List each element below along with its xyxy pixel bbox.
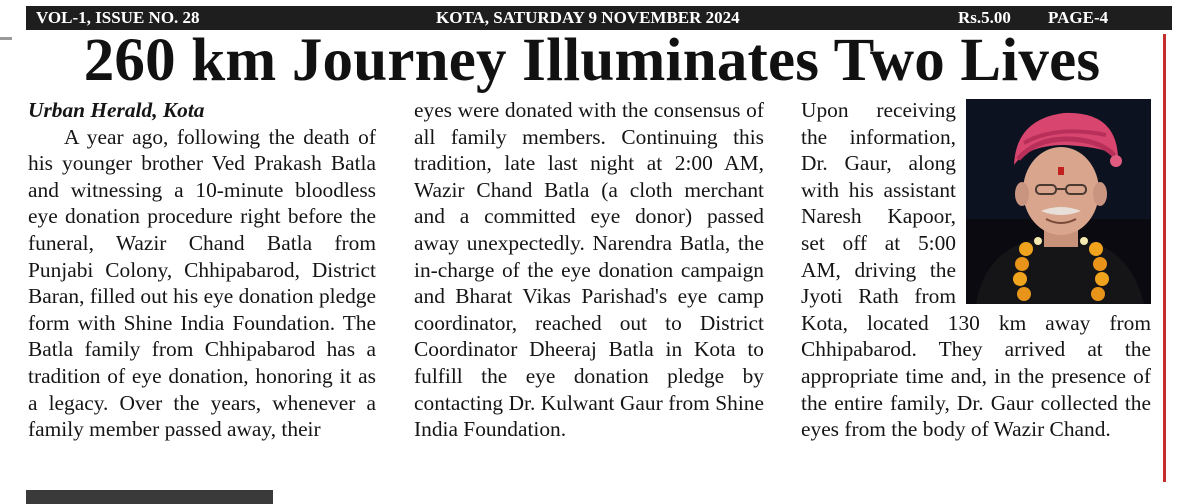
next-article-bar: [26, 490, 273, 504]
article-column-1: [28, 97, 376, 443]
column-rule-red: [1163, 34, 1166, 482]
article-column-3: [801, 97, 1151, 443]
article-column-2: [414, 97, 764, 443]
dateline: KOTA, SATURDAY 9 NOVEMBER 2024: [436, 8, 740, 27]
column-2-text: eyes were donated with the consensus of all family members. Continuing this tradition, late last night at 2:00 AM, Wazir Chand Batla (a cloth merchant and a committed eye donor) passed away unexpectedly. Narendra Batla, the in-charge of the eye donation campaign and Bharat Vikas Parishad's eye camp coordinator, reached out to District Coordinator Dheeraj Batla in Kota to fulfill the eye donation pledge by contacting Dr. Kulwant Gaur from Shine India Foundation.: [414, 98, 764, 442]
volume-issue: VOL-1, ISSUE NO. 28: [36, 8, 200, 27]
headline: 260 km Journey Illuminates Two Lives: [83, 27, 1101, 94]
price: Rs.5.00: [958, 8, 1011, 27]
lead-paragraph: A year ago, following the death of his younger brother Ved Prakash Batla and witnessing a 10-minute bloodless eye donation procedure right before the funeral, Wazir Chand Batla from Punjabi Colony, Chhipabarod, District Baran, filled out his eye donation pledge form with Shine India Foundation. The Batla family from Chhipabarod has a tradition of eye donation, honoring it as a legacy. Over the years, whenever a family member passed away, their: [28, 124, 376, 442]
elderly-man-portrait-icon: [966, 99, 1151, 304]
portrait-photo: [966, 99, 1151, 304]
page-number: PAGE-4: [1048, 8, 1109, 27]
column-3-text: Upon receiving the information, Dr. Gaur, along with his assistant Naresh Kapoor, set off at 5:00 AM, driving the Jyoti Rath from Kota, located 130 km away from Chhipabarod. They arrived at the appropriate time and, in the presence of the entire family, Dr. Gaur collected the eyes from the body of Wazir Chand.: [801, 98, 1151, 442]
byline: Urban Herald, Kota: [28, 98, 205, 122]
